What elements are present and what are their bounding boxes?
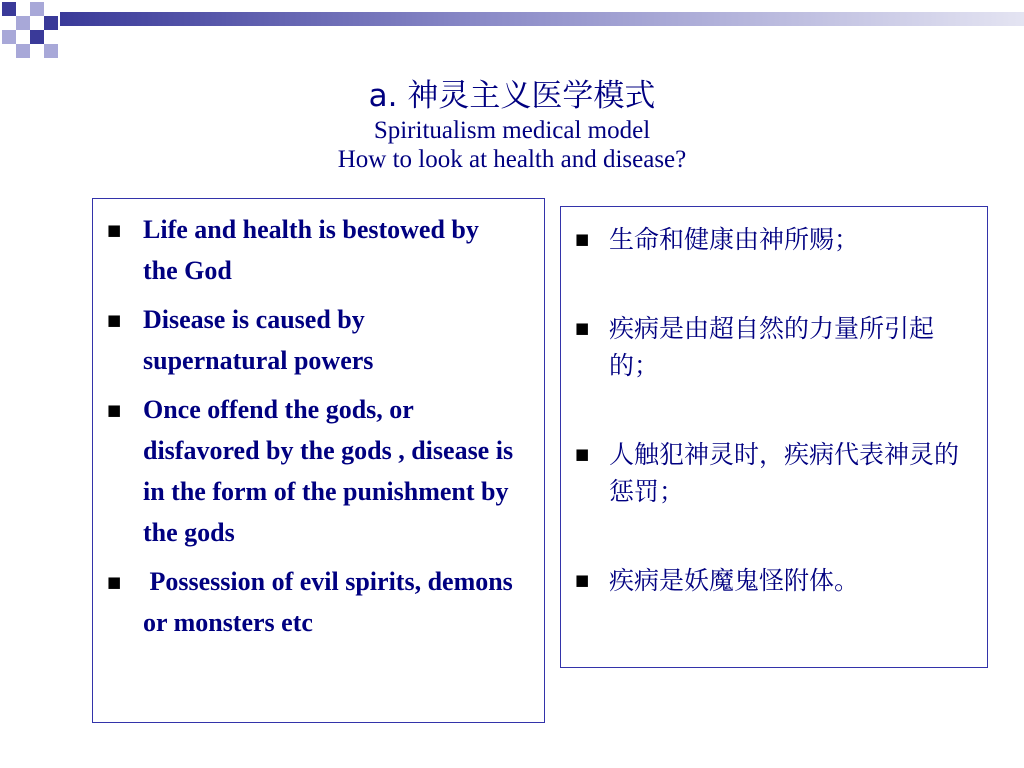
list-item (575, 310, 977, 384)
square-bullet-icon: ■ (575, 445, 590, 463)
list-item-text: 人触犯神灵时，疾病代表神灵的惩罚； (609, 440, 960, 506)
list-item-text: 疾病是由超自然的力量所引起的； (609, 314, 935, 380)
list-item-text: Disease is caused by supernatural powers (143, 305, 374, 375)
list-item-text: 疾病是妖魔鬼怪附体。 (609, 566, 860, 595)
slide-title-chinese: a. 神灵主义医学模式 (368, 78, 656, 114)
english-content-box (92, 198, 545, 723)
list-item (105, 561, 520, 643)
chinese-bullet-list (575, 221, 977, 599)
chinese-content-box (560, 206, 988, 668)
english-bullet-list (105, 209, 520, 643)
square-bullet-icon: ■ (575, 319, 590, 337)
list-item-text: 生命和健康由神所赐； (609, 225, 860, 254)
title-block (0, 76, 1024, 174)
list-item (105, 209, 514, 291)
header-decoration-square (16, 16, 30, 30)
square-bullet-icon: ■ (575, 571, 590, 589)
slide-title-english: Spiritualism medical model (373, 117, 651, 144)
header-decoration-square (44, 16, 58, 30)
list-item (105, 389, 514, 553)
square-bullet-icon: ■ (107, 311, 122, 329)
square-bullet-icon: ■ (575, 230, 590, 248)
header-decoration-square (2, 2, 16, 16)
header-decoration-square (44, 44, 58, 58)
list-item-text: Possession of evil spirits, demons or monsters etc (143, 567, 520, 637)
list-item (575, 221, 977, 258)
list-item (575, 436, 977, 510)
header-decoration-bar (60, 12, 1024, 26)
list-item-text: Life and health is bestowed by the God (143, 215, 479, 285)
slide-subtitle-english: How to look at health and disease? (337, 146, 687, 173)
list-item (575, 562, 977, 599)
header-decoration-square (30, 30, 44, 44)
square-bullet-icon: ■ (107, 401, 122, 419)
square-bullet-icon: ■ (107, 573, 122, 591)
list-item (105, 299, 514, 381)
header-decoration-square (2, 30, 16, 44)
header-decoration-square (16, 44, 30, 58)
square-bullet-icon: ■ (107, 221, 122, 239)
header-decoration-square (30, 2, 44, 16)
list-item-text: Once offend the gods, or disfavored by the gods , disease is in the form of the punishment by the gods (143, 395, 514, 547)
